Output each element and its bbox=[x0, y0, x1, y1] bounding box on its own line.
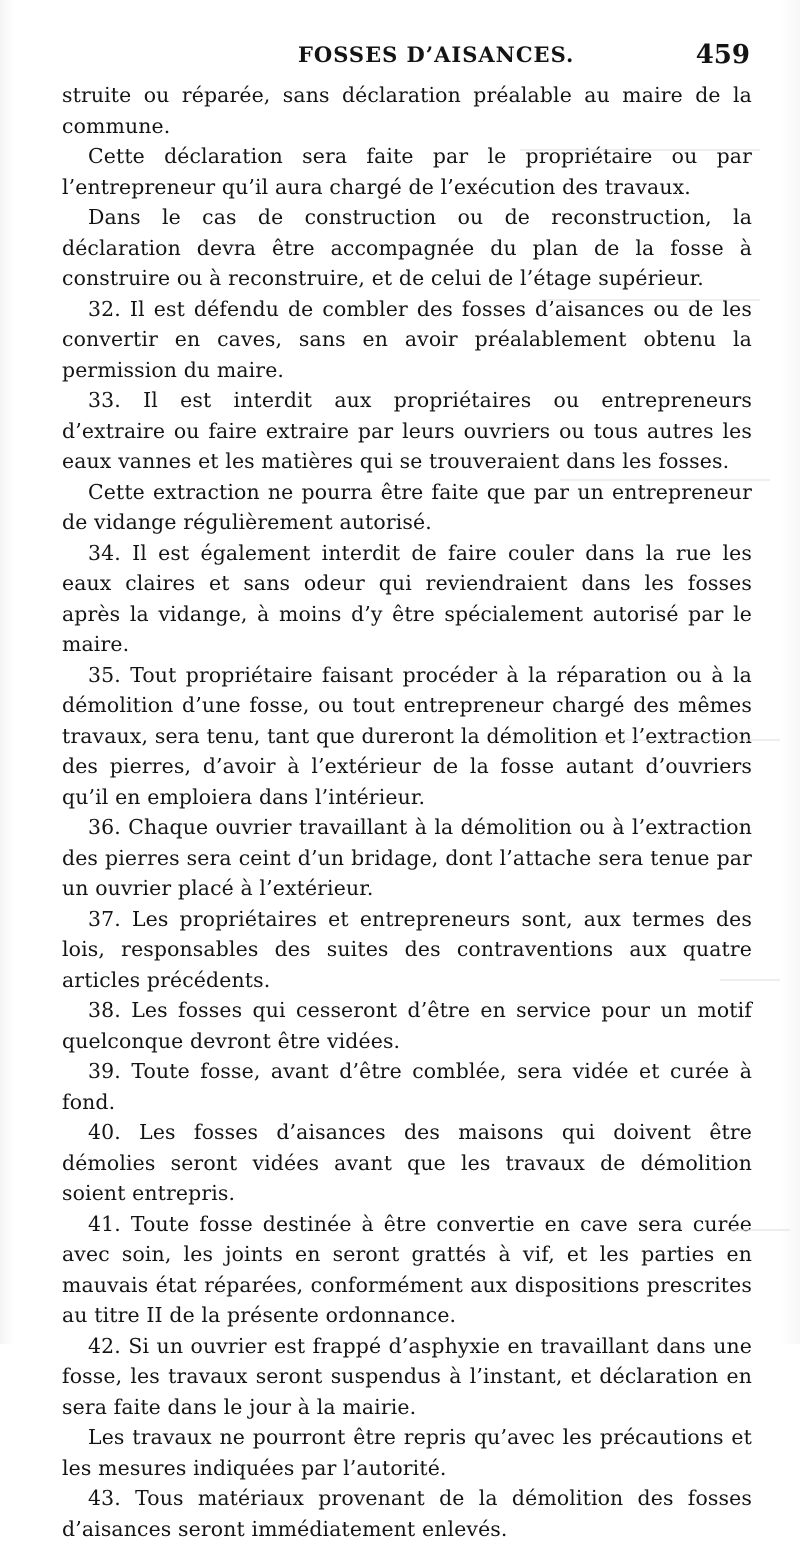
article-40 bbox=[62, 1117, 752, 1209]
article-text: Toute fosse, avant d’être comblée, sera vidée et curée à fond. bbox=[62, 1059, 752, 1114]
article-41 bbox=[62, 1209, 752, 1331]
article-text: Il est également interdit de faire couler dans la rue les eaux claires et sans odeur qui reviendraient dans les fosses après la vidange, à moins d’y être spécialement autorisé par le maire. bbox=[62, 540, 753, 656]
article-number: 34. bbox=[88, 540, 121, 565]
paragraph bbox=[62, 202, 752, 294]
article-text: Chaque ouvrier travaillant à la démolition ou à l’extraction des pierres sera ceint d’un bridage, dont l’attache sera tenue par un ouvrier placé à l’extérieur. bbox=[62, 815, 752, 900]
page-body bbox=[62, 80, 752, 1544]
article-37 bbox=[62, 904, 752, 996]
article-text: Les propriétaires et entrepreneurs sont, aux termes des lois, responsables des suites des contraventions aux quatre articles précédents. bbox=[62, 906, 752, 992]
article-number: 41. bbox=[88, 1211, 121, 1236]
article-text: Les fosses qui cesseront d’être en service pour un motif quelconque devront être vidées. bbox=[62, 998, 752, 1053]
paragraph bbox=[62, 141, 752, 202]
article-number: 36. bbox=[88, 815, 121, 839]
article-text: Les fosses d’aisances des maisons qui doivent être démolies seront vidées avant que les travaux de démolition soient entrepris. bbox=[62, 1120, 753, 1205]
article-42 bbox=[62, 1331, 752, 1423]
page-number: 459 bbox=[695, 40, 750, 70]
article-text: Si un ouvrier est frappé d’asphyxie en travaillant dans une fosse, les travaux seront suspendus à l’instant, et déclaration en sera faite dans le jour à la mairie. bbox=[62, 1333, 752, 1419]
article-34 bbox=[62, 538, 752, 660]
article-text: Cette extraction ne pourra être faite que par un entrepreneur de vidange régulièrement autorisé. bbox=[62, 479, 752, 534]
article-number: 40. bbox=[88, 1120, 121, 1144]
article-text: Tout propriétaire faisant procéder à la réparation ou à la démolition d’une fosse, ou tout entrepreneur chargé des mêmes travaux, sera tenu, tant que dureront la démolition et l’extraction des pierres, d’avoir à l’extérieur de la fosse autant d’ouvriers qu’il en emploiera dans l’intérieur. bbox=[62, 662, 752, 809]
article-text: struite ou réparée, sans déclaration préalable au maire de la commune. bbox=[62, 83, 752, 138]
article-number: 33. bbox=[88, 388, 121, 412]
article-number: 39. bbox=[88, 1059, 121, 1083]
running-title: FOSSES D’AISANCES. bbox=[298, 42, 575, 67]
article-number: 35. bbox=[88, 662, 121, 687]
article-text: Tous matériaux provenant de la démolition des fosses d’aisances seront immédiatement enlevés. bbox=[62, 1486, 752, 1541]
page-header bbox=[62, 40, 752, 80]
article-number: 37. bbox=[88, 906, 121, 931]
article-text: Cette déclaration sera faite par le propriétaire ou par l’entrepreneur qu’il aura chargé de l’exécution des travaux. bbox=[62, 144, 752, 199]
article-35 bbox=[62, 660, 752, 813]
article-text: Toute fosse destinée à être convertie en cave sera curée avec soin, les joints en seront grattés à vif, et les parties en mauvais état réparées, conformément aux dispositions prescrites au titre II de la présente ordonnance. bbox=[62, 1211, 752, 1327]
article-33 bbox=[62, 385, 752, 477]
article-number: 42. bbox=[88, 1333, 121, 1358]
article-36 bbox=[62, 812, 752, 904]
article-text: Dans le cas de construction ou de reconstruction, la déclaration devra être accompagnée du plan de la fosse à construire ou à reconstruire, et de celui de l’étage supérieur. bbox=[62, 205, 752, 290]
article-text: Il est interdit aux propriétaires ou entrepreneurs d’extraire ou faire extraire par leurs ouvriers ou tous autres les eaux vannes et les matières qui se trouveraient dans les fosses. bbox=[62, 388, 752, 473]
article-text: Les travaux ne pourront être repris qu’avec les précautions et les mesures indiquées par l’autorité. bbox=[62, 1425, 752, 1480]
article-32 bbox=[62, 294, 752, 386]
paragraph bbox=[62, 1422, 752, 1483]
article-43 bbox=[62, 1483, 752, 1544]
paragraph bbox=[62, 477, 752, 538]
article-number: 32. bbox=[88, 296, 121, 321]
article-38 bbox=[62, 995, 752, 1056]
article-number: 43. bbox=[88, 1486, 121, 1510]
article-text: Il est défendu de combler des fosses d’aisances ou de les convertir en caves, sans en avoir préalablement obtenu la permission du maire. bbox=[62, 296, 752, 382]
article-number: 38. bbox=[88, 998, 121, 1022]
paragraph bbox=[62, 80, 752, 141]
article-39 bbox=[62, 1056, 752, 1117]
